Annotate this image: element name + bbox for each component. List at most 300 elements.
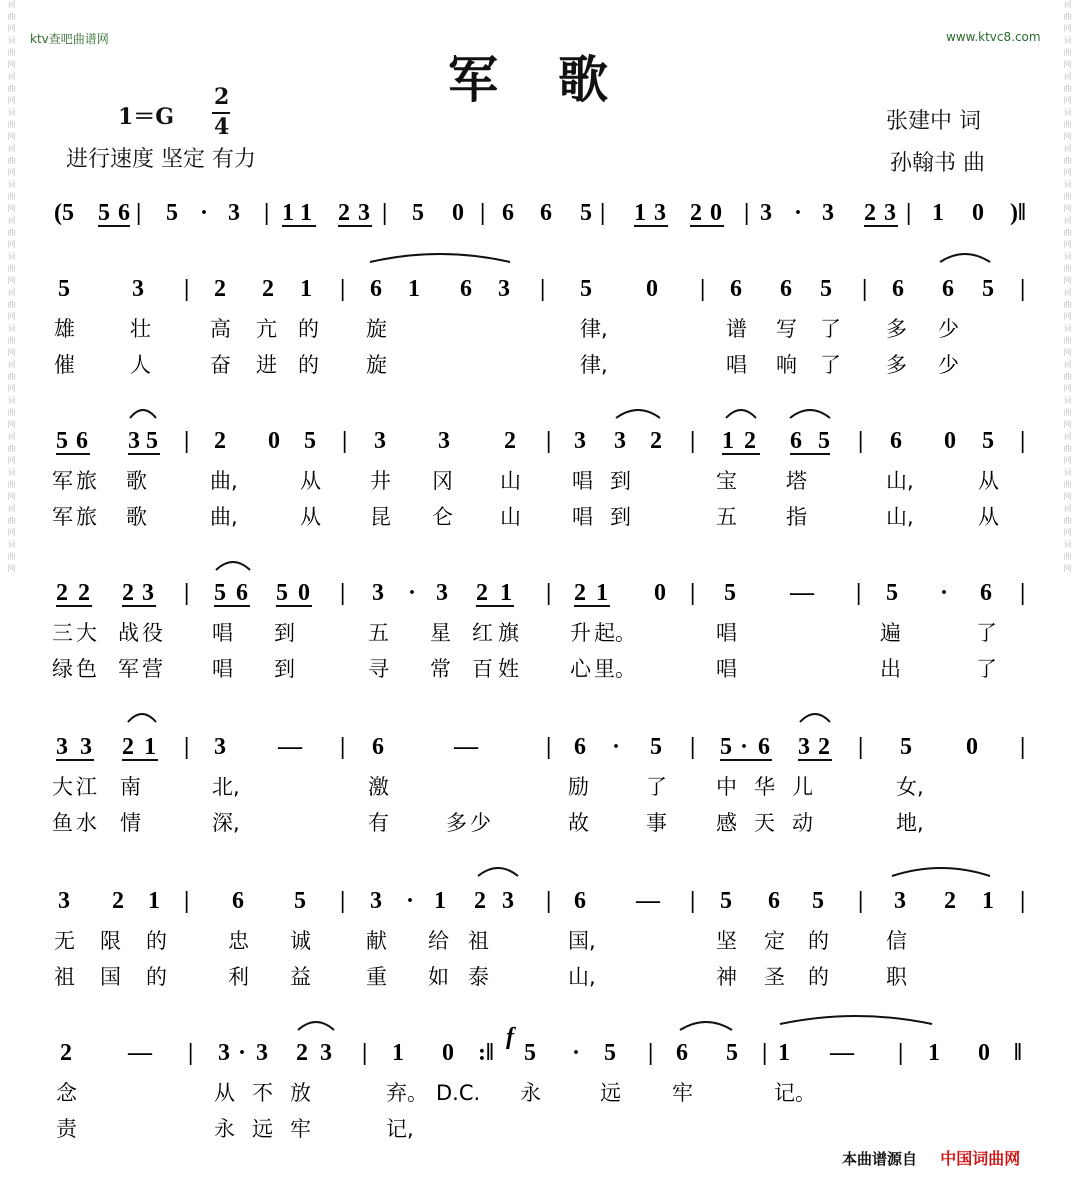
- dynamics-forte: f: [506, 1024, 514, 1050]
- lyric-r2-v1-7: 山: [500, 469, 521, 493]
- lyric-r2-v1-5: 井: [370, 469, 391, 493]
- note-r6-20: —: [830, 1040, 854, 1066]
- slur-6: [216, 562, 250, 570]
- lyric-r6-v1-8: 牢: [672, 1081, 693, 1105]
- note-r1-9: 6: [460, 276, 472, 302]
- note-r0-15: |: [480, 200, 486, 226]
- lyric-r6-v1-3: 放: [290, 1081, 311, 1105]
- note-r5-20: 3: [894, 888, 906, 914]
- lyric-r3-v2-3: 营: [142, 657, 163, 681]
- lyric-r5-v2-0: 祖: [54, 965, 75, 989]
- lyric-r5-v1-3: 忠: [228, 929, 249, 953]
- note-r0-13: 5: [412, 200, 424, 226]
- lyric-r2-v1-4: 从: [300, 469, 321, 493]
- note-r5-4: 6: [232, 888, 244, 914]
- note-r6-4: ·: [238, 1040, 247, 1066]
- note-r0-18: 5: [580, 200, 592, 226]
- lyric-r5-v1-12: 信: [886, 929, 907, 953]
- note-r5-15: |: [690, 888, 696, 914]
- slur-13: [780, 1016, 932, 1024]
- note-r1-18: |: [862, 276, 868, 302]
- lyric-r6-v1-0: 念: [56, 1081, 77, 1105]
- lyric-r1-v1-8: 写: [776, 317, 797, 341]
- note-r3-25: 6: [980, 580, 992, 606]
- lyric-r4-v2-10: 天: [754, 811, 775, 835]
- note-r4-18: 3: [798, 734, 810, 760]
- note-r5-10: 2: [474, 888, 486, 914]
- note-r6-18: |: [762, 1040, 768, 1066]
- lyric-r4-v1-2: 南: [120, 775, 141, 799]
- note-r5-5: 5: [294, 888, 306, 914]
- lyric-r3-v2-10: 心: [570, 657, 591, 681]
- note-r5-13: 6: [574, 888, 586, 914]
- lyric-r5-v1-9: 坚: [716, 929, 737, 953]
- lyric-r2-v2-10: 五: [716, 505, 737, 529]
- slur-10: [892, 868, 990, 876]
- note-r6-5: 3: [256, 1040, 268, 1066]
- note-r2-21: |: [858, 428, 864, 454]
- lyric-r2-v1-3: 曲,: [210, 469, 238, 493]
- note-r6-14: 5: [604, 1040, 616, 1066]
- lyric-r5-v2-7: 泰: [468, 965, 489, 989]
- lyric-r4-v1-1: 江: [76, 775, 97, 799]
- lyric-r1-v1-0: 雄: [54, 317, 75, 341]
- lyric-r6-v1-6: 永: [520, 1081, 541, 1105]
- lyric-r3-v2-4: 唱: [212, 657, 233, 681]
- note-r4-12: ·: [612, 734, 621, 760]
- note-r1-2: |: [184, 276, 190, 302]
- lyric-r1-v2-1: 人: [130, 353, 151, 377]
- lyric-r3-v2-6: 寻: [368, 657, 389, 681]
- lyric-r2-v2-6: 仑: [432, 505, 453, 529]
- lyric-r2-v1-11: 塔: [786, 469, 807, 493]
- note-r2-16: |: [690, 428, 696, 454]
- lyric-r2-v2-2: 歌: [126, 505, 147, 529]
- song-title: 军歌: [448, 50, 668, 109]
- note-r0-19: |: [600, 200, 606, 226]
- note-r3-26: |: [1020, 580, 1026, 606]
- lyric-r6-v2-4: 记,: [386, 1117, 414, 1141]
- note-r6-17: 5: [726, 1040, 738, 1066]
- note-r5-18: 5: [812, 888, 824, 914]
- note-r4-23: |: [1020, 734, 1026, 760]
- lyric-r4-v2-7: 故: [568, 811, 589, 835]
- note-r4-20: |: [858, 734, 864, 760]
- note-r1-5: 1: [300, 276, 312, 302]
- note-r0-16: 6: [502, 200, 514, 226]
- note-r1-17: 5: [820, 276, 832, 302]
- lyric-r4-v2-1: 水: [76, 811, 97, 835]
- slur-7: [800, 714, 830, 722]
- note-r3-21: —: [790, 580, 814, 606]
- lyric-r1-v2-8: 响: [776, 353, 797, 377]
- note-r4-17: 6: [758, 734, 770, 760]
- note-r0-23: 0: [710, 200, 722, 226]
- lyric-r3-v1-13: 遍: [880, 621, 901, 645]
- note-r3-1: 2: [78, 580, 90, 606]
- lyric-r2-v2-0: 军: [52, 505, 73, 529]
- note-r1-8: 1: [408, 276, 420, 302]
- lyric-r2-v1-1: 旅: [76, 469, 97, 493]
- note-r0-17: 6: [540, 200, 552, 226]
- note-r2-7: 5: [304, 428, 316, 454]
- lyric-r1-v2-11: 少: [938, 353, 959, 377]
- lyric-r3-v1-12: 唱: [716, 621, 737, 645]
- note-r0-2: 6: [118, 200, 130, 226]
- lyric-r5-v2-12: 职: [886, 965, 907, 989]
- lyric-r2-v1-6: 冈: [432, 469, 453, 493]
- lyric-r2-v1-8: 唱: [572, 469, 593, 493]
- note-r3-2: 2: [122, 580, 134, 606]
- note-r1-6: |: [340, 276, 346, 302]
- note-r2-3: 5: [146, 428, 158, 454]
- right-watermark: 词曲网词曲网词曲网词曲网词曲网词曲网词曲网词曲网词曲网词曲网词曲网词曲网词曲网词曲网词曲网词曲网: [1063, 0, 1072, 576]
- lyric-r1-v1-3: 亢: [256, 317, 277, 341]
- lyric-r4-v1-0: 大: [52, 775, 73, 799]
- lyric-r3-v1-14: 了: [976, 621, 997, 645]
- note-r4-22: 0: [966, 734, 978, 760]
- lyric-r1-v1-6: 律,: [580, 317, 608, 341]
- lyric-r3-v2-5: 到: [274, 657, 295, 681]
- note-r4-11: 6: [574, 734, 586, 760]
- note-r2-4: |: [184, 428, 190, 454]
- lyric-r4-v2-6: 少: [470, 811, 491, 835]
- note-r3-4: |: [184, 580, 190, 606]
- note-r1-1: 3: [132, 276, 144, 302]
- note-r2-10: 3: [438, 428, 450, 454]
- lyric-r3-v1-4: 唱: [212, 621, 233, 645]
- note-r5-21: 2: [944, 888, 956, 914]
- note-r0-20: 1: [634, 200, 646, 226]
- lyric-r1-v2-7: 唱: [726, 353, 747, 377]
- lyric-r5-v1-4: 诚: [290, 929, 311, 953]
- lyric-r3-v1-7: 星: [430, 621, 451, 645]
- note-r2-23: 0: [944, 428, 956, 454]
- note-r3-19: |: [690, 580, 696, 606]
- note-r2-22: 6: [890, 428, 902, 454]
- note-r5-22: 1: [982, 888, 994, 914]
- note-r0-14: 0: [452, 200, 464, 226]
- note-r0-7: |: [264, 200, 270, 226]
- lyric-r5-v1-1: 限: [100, 929, 121, 953]
- lyric-r5-v2-11: 的: [808, 965, 829, 989]
- note-r3-23: 5: [886, 580, 898, 606]
- note-r1-16: 6: [780, 276, 792, 302]
- lyric-r6-v2-3: 牢: [290, 1117, 311, 1141]
- note-r5-7: 3: [370, 888, 382, 914]
- note-r0-32: 0: [972, 200, 984, 226]
- note-r3-3: 3: [142, 580, 154, 606]
- note-r1-14: |: [700, 276, 706, 302]
- note-r6-13: ·: [572, 1040, 581, 1066]
- note-r0-27: 3: [822, 200, 834, 226]
- lyric-r3-v2-8: 百: [472, 657, 493, 681]
- lyric-r6-v1-9: 记。: [774, 1081, 816, 1105]
- composer-credit: 孙翰书 曲: [890, 151, 985, 176]
- note-r4-3: 1: [144, 734, 156, 760]
- lyric-r2-v2-5: 昆: [370, 505, 391, 529]
- lyric-r2-v2-7: 山: [500, 505, 521, 529]
- note-r1-22: |: [1020, 276, 1026, 302]
- note-r1-3: 2: [214, 276, 226, 302]
- lyric-r1-v2-2: 奋: [210, 353, 231, 377]
- note-r5-1: 2: [112, 888, 124, 914]
- note-r0-31: 1: [932, 200, 944, 226]
- lyric-r3-v1-9: 旗: [498, 621, 519, 645]
- note-r1-12: 5: [580, 276, 592, 302]
- lyric-r4-v2-9: 感: [716, 811, 737, 835]
- lyric-r1-v2-5: 旋: [366, 353, 387, 377]
- note-r0-22: 2: [690, 200, 702, 226]
- note-r0-3: |: [136, 200, 142, 226]
- lyric-r4-v2-2: 情: [120, 811, 141, 835]
- note-r5-9: 1: [434, 888, 446, 914]
- note-r5-23: |: [1020, 888, 1026, 914]
- note-r6-23: 0: [978, 1040, 990, 1066]
- note-r6-8: |: [362, 1040, 368, 1066]
- note-r5-19: |: [858, 888, 864, 914]
- lyric-r5-v1-5: 献: [366, 929, 387, 953]
- note-r3-0: 2: [56, 580, 68, 606]
- lyric-r4-v2-12: 地,: [896, 811, 924, 835]
- lyric-r3-v1-11: 起。: [594, 621, 636, 645]
- slur-5: [616, 410, 660, 418]
- note-r3-24: ·: [940, 580, 949, 606]
- note-r4-19: 2: [818, 734, 830, 760]
- note-r0-26: ·: [794, 200, 803, 226]
- lyric-r5-v2-1: 国: [100, 965, 121, 989]
- note-r2-17: 1: [722, 428, 734, 454]
- note-r2-1: 6: [76, 428, 88, 454]
- lyric-r4-v2-3: 深,: [212, 811, 240, 835]
- slur-3: [726, 410, 756, 418]
- lyric-r4-v1-8: 华: [754, 775, 775, 799]
- note-r6-12: 5: [524, 1040, 536, 1066]
- note-r4-6: —: [278, 734, 302, 760]
- note-r5-0: 3: [58, 888, 70, 914]
- note-r0-25: 3: [760, 200, 772, 226]
- note-r6-22: 1: [928, 1040, 940, 1066]
- time-signature-bottom: 4: [214, 114, 230, 140]
- note-r0-9: 1: [300, 200, 312, 226]
- lyric-r3-v2-9: 姓: [498, 657, 519, 681]
- lyric-r3-v1-5: 到: [274, 621, 295, 645]
- lyric-r5-v2-3: 利: [228, 965, 249, 989]
- note-r6-1: —: [128, 1040, 152, 1066]
- note-r4-14: |: [690, 734, 696, 760]
- note-r4-5: 3: [214, 734, 226, 760]
- note-r5-6: |: [340, 888, 346, 914]
- lyric-r1-v1-5: 旋: [366, 317, 387, 341]
- note-r3-9: |: [340, 580, 346, 606]
- lyric-r1-v1-4: 的: [298, 317, 319, 341]
- lyric-r3-v1-0: 三: [52, 621, 73, 645]
- site-right-label: www.ktvc8.com: [946, 30, 1041, 44]
- lyric-r6-v1-7: 远: [600, 1081, 621, 1105]
- lyric-r3-v1-3: 役: [142, 621, 163, 645]
- note-r6-6: 2: [296, 1040, 308, 1066]
- note-r2-12: |: [546, 428, 552, 454]
- note-r3-18: 0: [654, 580, 666, 606]
- slur-1: [940, 254, 990, 262]
- lyric-r2-v2-11: 指: [786, 505, 807, 529]
- lyric-r6-v1-2: 不: [252, 1081, 273, 1105]
- lyric-r5-v2-4: 益: [290, 965, 311, 989]
- note-r6-7: 3: [320, 1040, 332, 1066]
- lyric-r1-v1-10: 多: [886, 317, 907, 341]
- lyric-r3-v1-10: 升: [570, 621, 591, 645]
- note-r1-19: 6: [892, 276, 904, 302]
- note-r6-21: |: [898, 1040, 904, 1066]
- note-r1-4: 2: [262, 276, 274, 302]
- note-r4-9: —: [454, 734, 478, 760]
- note-r4-4: |: [184, 734, 190, 760]
- lyric-r1-v2-4: 的: [298, 353, 319, 377]
- note-r2-9: 3: [374, 428, 386, 454]
- note-r0-28: 2: [864, 200, 876, 226]
- lyric-r2-v1-0: 军: [52, 469, 73, 493]
- note-r2-6: 0: [268, 428, 280, 454]
- time-signature-top: 2: [214, 84, 230, 110]
- lyric-r4-v1-4: 激: [368, 775, 389, 799]
- note-r6-11: :‖: [478, 1040, 494, 1066]
- note-r3-6: 6: [236, 580, 248, 606]
- left-watermark: 词曲网词曲网词曲网词曲网词曲网词曲网词曲网词曲网词曲网词曲网词曲网词曲网词曲网词曲网词曲网词曲网: [7, 0, 16, 576]
- lyric-r1-v2-3: 进: [256, 353, 277, 377]
- note-r4-21: 5: [900, 734, 912, 760]
- note-r2-11: 2: [504, 428, 516, 454]
- note-r3-17: 1: [596, 580, 608, 606]
- lyric-r4-v1-6: 了: [646, 775, 667, 799]
- note-r6-3: 3: [218, 1040, 230, 1066]
- note-r6-10: 0: [442, 1040, 454, 1066]
- lyric-r1-v2-9: 了: [820, 353, 841, 377]
- note-r5-14: —: [636, 888, 660, 914]
- note-r1-7: 6: [370, 276, 382, 302]
- lyric-r5-v1-11: 的: [808, 929, 829, 953]
- note-r0-24: |: [744, 200, 750, 226]
- lyric-r5-v1-8: 国,: [568, 929, 596, 953]
- note-r0-12: |: [382, 200, 388, 226]
- note-r3-20: 5: [724, 580, 736, 606]
- site-left-label: ktv查吧曲谱网: [30, 32, 109, 46]
- note-r5-3: |: [184, 888, 190, 914]
- lyric-r3-v2-11: 里。: [594, 657, 636, 681]
- note-r3-16: 2: [574, 580, 586, 606]
- lyric-r3-v1-2: 战: [118, 621, 139, 645]
- slur-12: [680, 1022, 732, 1030]
- lyric-r4-v1-10: 女,: [896, 775, 924, 799]
- note-r2-20: 5: [818, 428, 830, 454]
- lyric-r4-v2-4: 有: [368, 811, 389, 835]
- note-r0-1: 5: [98, 200, 110, 226]
- lyric-r2-v2-1: 旅: [76, 505, 97, 529]
- note-r4-7: |: [340, 734, 346, 760]
- note-r0-33: )‖: [1010, 200, 1026, 226]
- lyric-r2-v2-8: 唱: [572, 505, 593, 529]
- note-r3-22: |: [856, 580, 862, 606]
- note-r0-6: 3: [228, 200, 240, 226]
- lyric-r4-v2-5: 多: [446, 811, 467, 835]
- source-site: 中国词曲网: [940, 1149, 1021, 1168]
- lyric-r1-v1-7: 谱: [726, 317, 747, 341]
- slur-8: [128, 714, 156, 722]
- note-r0-5: ·: [200, 200, 209, 226]
- lyric-r2-v1-13: 从: [978, 469, 999, 493]
- lyric-r2-v1-2: 歌: [126, 469, 147, 493]
- note-r2-8: |: [342, 428, 348, 454]
- note-r5-17: 6: [768, 888, 780, 914]
- lyric-r3-v2-14: 了: [976, 657, 997, 681]
- lyric-r6-v2-1: 永: [214, 1117, 235, 1141]
- lyric-r1-v2-10: 多: [886, 353, 907, 377]
- note-r2-15: 2: [650, 428, 662, 454]
- note-r3-13: 2: [476, 580, 488, 606]
- note-r2-5: 2: [214, 428, 226, 454]
- note-r6-19: 1: [778, 1040, 790, 1066]
- lyric-r5-v2-10: 圣: [764, 965, 785, 989]
- lyric-r3-v2-1: 色: [76, 657, 97, 681]
- lyric-r1-v2-6: 律,: [580, 353, 608, 377]
- lyric-r2-v2-3: 曲,: [210, 505, 238, 529]
- note-r6-24: ‖: [1014, 1040, 1022, 1066]
- note-r1-0: 5: [58, 276, 70, 302]
- slur-0: [370, 254, 510, 262]
- lyric-r3-v1-1: 大: [76, 621, 97, 645]
- note-r2-14: 3: [614, 428, 626, 454]
- note-r1-13: 0: [646, 276, 658, 302]
- note-r3-15: |: [546, 580, 552, 606]
- lyric-r4-v2-11: 动: [792, 811, 813, 835]
- note-r2-18: 2: [744, 428, 756, 454]
- lyric-r4-v2-0: 鱼: [52, 811, 73, 835]
- lyric-r3-v2-7: 常: [430, 657, 451, 681]
- lyric-r2-v1-10: 宝: [716, 469, 737, 493]
- note-r3-7: 5: [276, 580, 288, 606]
- lyric-r5-v1-7: 祖: [468, 929, 489, 953]
- source-label: 本曲谱源自: [842, 1150, 918, 1168]
- note-r2-19: 6: [790, 428, 802, 454]
- note-r6-0: 2: [60, 1040, 72, 1066]
- lyric-r3-v2-12: 唱: [716, 657, 737, 681]
- note-r6-15: |: [648, 1040, 654, 1066]
- note-r6-16: 6: [676, 1040, 688, 1066]
- lyric-r4-v1-5: 励: [568, 775, 589, 799]
- note-r3-11: ·: [408, 580, 417, 606]
- note-r0-29: 3: [884, 200, 896, 226]
- lyric-r3-v2-2: 军: [118, 657, 139, 681]
- note-r2-2: 3: [128, 428, 140, 454]
- lyric-r3-v1-8: 红: [472, 621, 493, 645]
- lyric-r5-v1-0: 无: [54, 929, 75, 953]
- lyric-r6-v2-2: 远: [252, 1117, 273, 1141]
- note-r5-2: 1: [148, 888, 160, 914]
- note-r3-5: 5: [214, 580, 226, 606]
- note-r0-0: (5: [54, 200, 74, 226]
- slur-9: [478, 868, 518, 876]
- lyric-r6-v2-0: 责: [56, 1117, 77, 1141]
- note-r4-1: 3: [80, 734, 92, 760]
- lyric-r4-v1-3: 北,: [212, 775, 240, 799]
- lyric-r2-v2-9: 到: [610, 505, 631, 529]
- lyric-r2-v1-12: 山,: [886, 469, 914, 493]
- note-r0-30: |: [906, 200, 912, 226]
- lyric-r1-v1-2: 高: [210, 317, 231, 341]
- note-r1-20: 6: [942, 276, 954, 302]
- lyric-r4-v1-7: 中: [716, 775, 737, 799]
- lyric-r5-v2-2: 的: [146, 965, 167, 989]
- lyric-r1-v1-1: 壮: [130, 317, 151, 341]
